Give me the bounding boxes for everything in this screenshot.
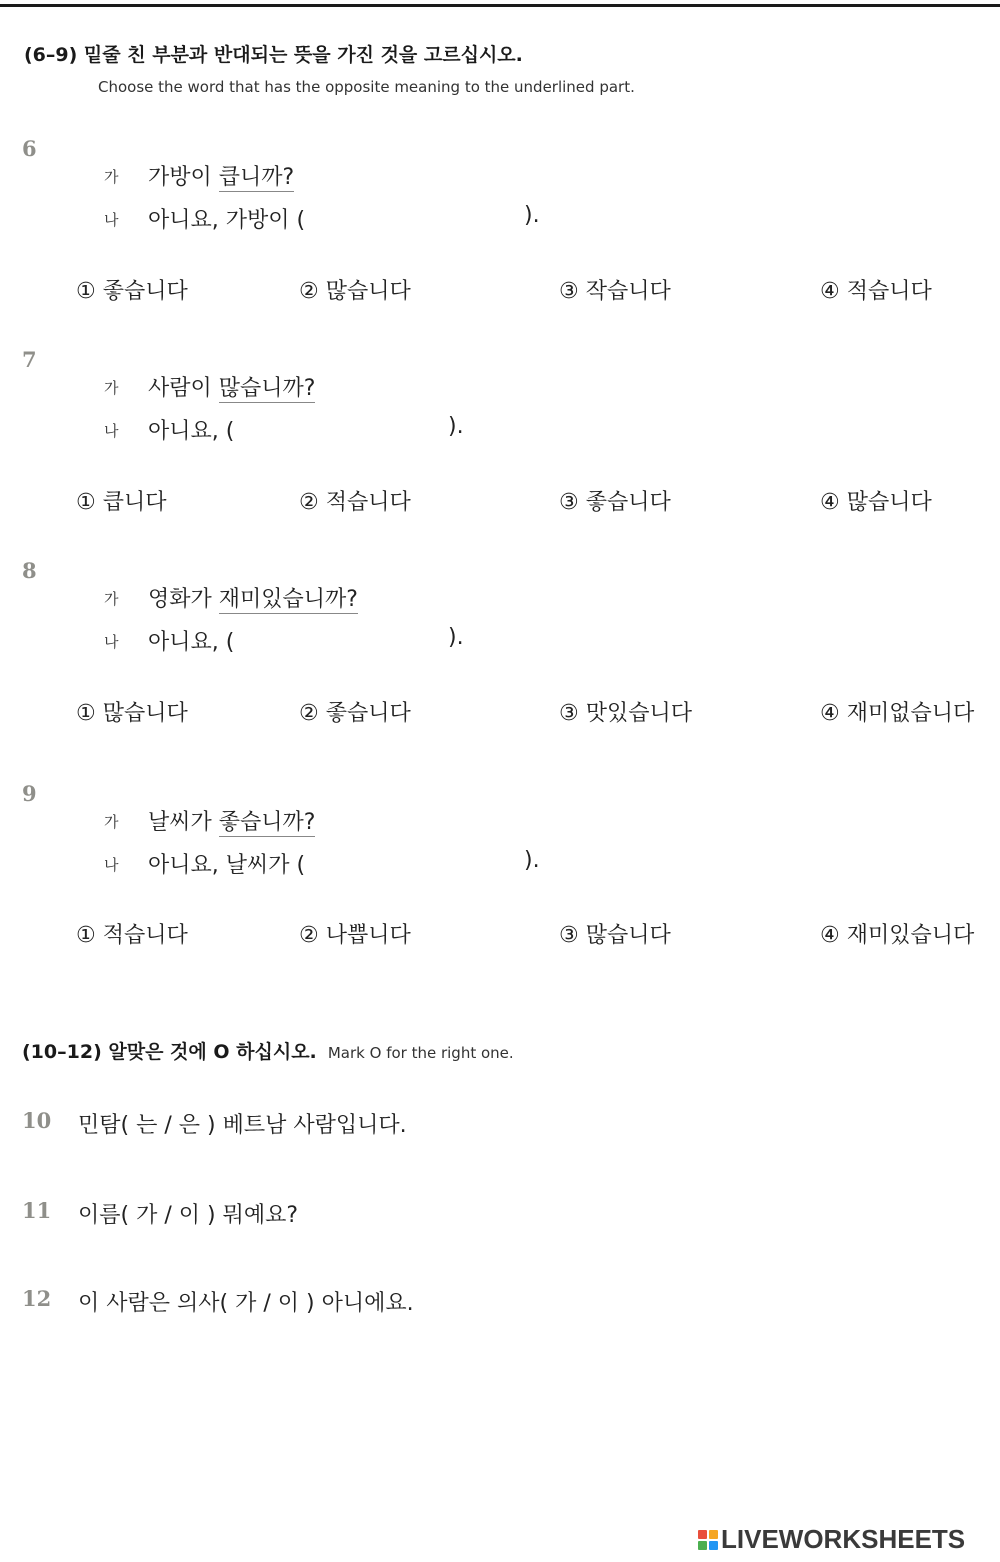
option-2[interactable]: ② 나쁩니다 <box>299 923 411 948</box>
choice-separator: / <box>157 1203 179 1228</box>
sentence-text: ) 베트남 사람입니다. <box>200 1113 407 1138</box>
speaker-label: 가 <box>104 168 119 186</box>
option-4[interactable]: ④ 재미없습니다 <box>820 701 975 726</box>
particle-choice-1[interactable]: 는 <box>136 1113 158 1138</box>
speaker-label: 나 <box>104 633 119 651</box>
option-2[interactable]: ② 많습니다 <box>299 279 411 304</box>
underlined-word: 큽니까? <box>218 165 295 190</box>
section2-header <box>22 1037 514 1064</box>
particle-choice-2[interactable]: 이 <box>178 1203 201 1228</box>
dialogue-line-a <box>148 805 315 836</box>
question-number: 9 <box>22 781 37 806</box>
dialogue-text: 영화가 <box>148 587 219 612</box>
speaker-label: 나 <box>104 422 119 440</box>
option-2[interactable]: ② 적습니다 <box>299 490 411 515</box>
speaker-label: 가 <box>104 379 119 397</box>
question-number: 12 <box>22 1286 52 1311</box>
liveworksheets-logo <box>698 1524 965 1555</box>
question-number: 8 <box>22 558 37 583</box>
choice-separator: / <box>157 1113 179 1138</box>
option-4[interactable]: ④ 적습니다 <box>820 279 932 304</box>
dialogue-line-b <box>148 414 234 445</box>
sentence-text: ) 뭐예요? <box>200 1203 299 1228</box>
dialogue-line-b <box>148 625 234 656</box>
option-3[interactable]: ③ 좋습니다 <box>559 490 671 515</box>
section1-subtitle: Choose the word that has the opposite meaning to the underlined part. <box>98 78 635 96</box>
answer-blank-close: ). <box>448 625 464 650</box>
dialogue-line-b <box>148 848 305 879</box>
dialogue-line-a <box>148 160 294 191</box>
underlined-word: 재미있습니까? <box>218 587 358 612</box>
liveworksheets-logo-icon <box>698 1530 718 1550</box>
underlined-word: 좋습니까? <box>218 810 316 835</box>
grammar-sentence <box>78 1198 298 1229</box>
option-4[interactable]: ④ 많습니다 <box>820 490 932 515</box>
dialogue-text: 날씨가 <box>148 810 219 835</box>
option-1[interactable]: ① 많습니다 <box>76 701 188 726</box>
particle-choice-1[interactable]: 가 <box>136 1203 158 1228</box>
particle-choice-2[interactable]: 이 <box>277 1291 300 1316</box>
speaker-label: 나 <box>104 856 119 874</box>
answer-blank-close: ). <box>524 203 540 228</box>
question-number: 11 <box>22 1198 52 1223</box>
sentence-text: 이름( <box>78 1203 137 1228</box>
underlined-word: 많습니까? <box>218 376 316 401</box>
option-3[interactable]: ③ 맛있습니다 <box>559 701 692 726</box>
speaker-label: 가 <box>104 813 119 831</box>
section2-title: (10–12) 알맞은 것에 O 하십시오. <box>22 1041 317 1063</box>
option-1[interactable]: ① 적습니다 <box>76 923 188 948</box>
option-3[interactable]: ③ 작습니다 <box>559 279 671 304</box>
particle-choice-1[interactable]: 가 <box>235 1291 257 1316</box>
dialogue-text: 사람이 <box>148 376 219 401</box>
particle-choice-2[interactable]: 은 <box>178 1113 201 1138</box>
question-number: 6 <box>22 136 37 161</box>
question-number: 7 <box>22 347 37 372</box>
option-3[interactable]: ③ 많습니다 <box>559 923 671 948</box>
answer-blank[interactable] <box>244 411 442 441</box>
choice-separator: / <box>256 1291 278 1316</box>
option-1[interactable]: ① 큽니다 <box>76 490 167 515</box>
top-rule <box>0 4 1000 7</box>
dialogue-text: 가방이 <box>148 165 219 190</box>
sentence-text: ) 아니에요. <box>299 1291 414 1316</box>
answer-blank[interactable] <box>244 622 442 652</box>
speaker-label: 가 <box>104 590 119 608</box>
speaker-label: 나 <box>104 211 119 229</box>
answer-blank[interactable] <box>318 845 518 875</box>
dialogue-text: 아니요, ( <box>148 630 235 655</box>
option-1[interactable]: ① 좋습니다 <box>76 279 188 304</box>
section1-title: (6–9) 밑줄 친 부분과 반대되는 뜻을 가진 것을 고르십시오. <box>24 44 523 66</box>
dialogue-line-a <box>148 582 358 613</box>
logo-text: LIVEWORKSHEETS <box>721 1524 966 1554</box>
section2-subtitle: Mark O for the right one. <box>327 1044 514 1062</box>
dialogue-line-a <box>148 371 315 402</box>
dialogue-text: 아니요, 가방이 ( <box>148 208 306 233</box>
question-number: 10 <box>22 1108 52 1133</box>
grammar-sentence <box>78 1108 407 1139</box>
answer-blank-close: ). <box>524 848 540 873</box>
option-4[interactable]: ④ 재미있습니다 <box>820 923 975 948</box>
answer-blank[interactable] <box>318 200 518 230</box>
sentence-text: 이 사람은 의사( <box>78 1291 236 1316</box>
dialogue-text: 아니요, ( <box>148 419 235 444</box>
grammar-sentence <box>78 1286 414 1317</box>
answer-blank-close: ). <box>448 414 464 439</box>
dialogue-line-b <box>148 203 305 234</box>
option-2[interactable]: ② 좋습니다 <box>299 701 411 726</box>
dialogue-text: 아니요, 날씨가 ( <box>148 853 306 878</box>
sentence-text: 민탐( <box>78 1113 137 1138</box>
